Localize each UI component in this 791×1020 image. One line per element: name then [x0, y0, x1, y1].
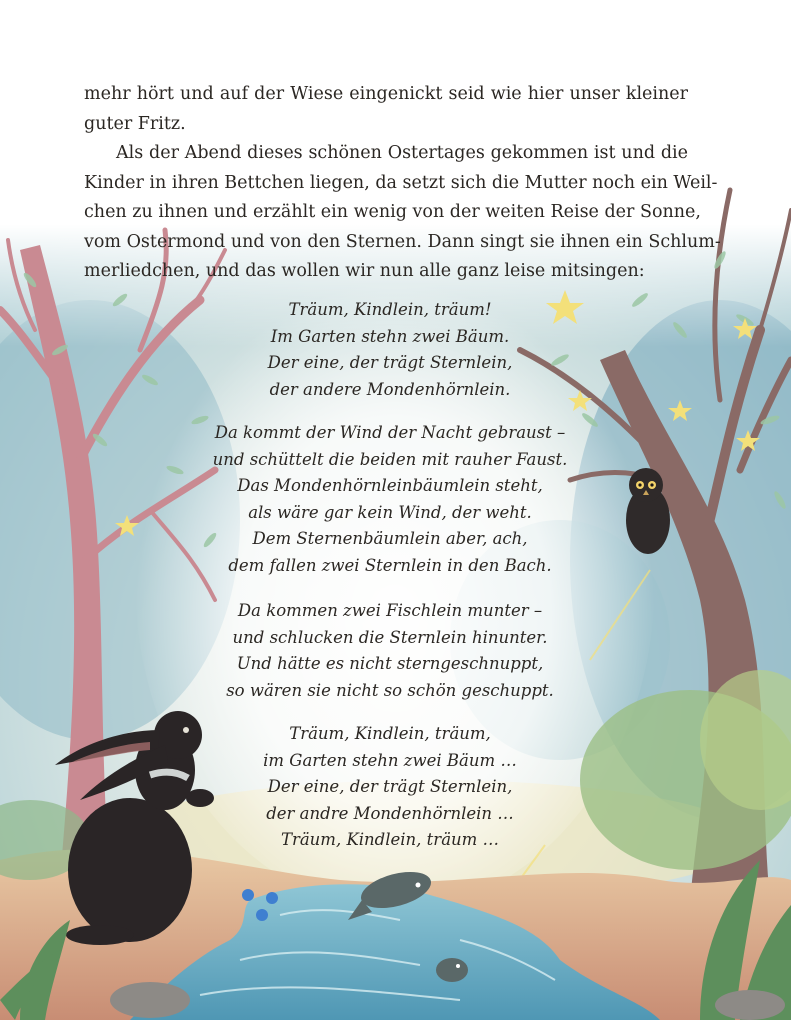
lullaby-poem-stanza-3 [150, 598, 630, 704]
prose-line: guter Fritz. [84, 113, 186, 134]
poem-line: Dem Sternenbäumlein aber, ach, [252, 529, 528, 548]
paragraph-2 [84, 139, 721, 287]
prose-line: mehr hört und auf der Wiese eingenickt seid wie hier unser kleiner [84, 84, 688, 104]
poem-stanza-3 [150, 598, 630, 704]
prose-line: chen zu ihnen und erzählt ein wenig von der weiten Reise der Sonne, [84, 202, 701, 222]
poem-line: so wären sie nicht so schön geschuppt. [226, 680, 554, 700]
prose-line: merliedchen, und das wollen wir nun alle ganz leise mitsingen: [84, 261, 645, 281]
paragraph-1 [84, 80, 688, 139]
lullaby-poem-stanza-2 [150, 420, 630, 579]
poem-line: als wäre gar kein Wind, der weht. [248, 502, 532, 522]
poem-line: Da kommt der Wind der Nacht gebraust – [214, 423, 566, 442]
poem-line: Da kommen zwei Fischlein munter – [237, 601, 543, 620]
poem-stanza-4 [150, 721, 630, 854]
poem-line: Und hätte es nicht sterngeschnuppt, [236, 654, 544, 673]
poem-line: dem fallen zwei Sternlein in den Bach. [228, 555, 552, 575]
poem-stanza-1 [150, 297, 630, 403]
poem-line: der andere Mondenhörnlein. [269, 379, 511, 399]
lullaby-poem-stanza-4 [150, 721, 630, 854]
poem-line: Träum, Kindlein, träum! [288, 300, 492, 319]
prose-block [84, 80, 721, 287]
poem-line: Träum, Kindlein, träum … [280, 830, 500, 849]
poem-line: im Garten stehn zwei Bäum … [263, 750, 517, 770]
prose-line: Als der Abend dieses schönen Ostertages gekommen ist und die [116, 143, 688, 163]
poem-line: Der eine, der trägt Sternlein, [267, 353, 513, 372]
poem-stanza-2 [150, 420, 630, 579]
poem-line: der andre Mondenhörnlein … [266, 803, 514, 823]
poem-line: und schüttelt die beiden mit rauher Faust. [212, 449, 568, 469]
prose-line: Kinder in ihren Bettchen liegen, da setzt sich die Mutter noch ein Weil- [84, 172, 718, 193]
poem-line: Der eine, der trägt Sternlein, [267, 777, 513, 796]
poem-line: Das Mondenhörnleinbäumlein steht, [237, 476, 543, 495]
poem-line: Träum, Kindlein, träum, [289, 724, 491, 743]
lullaby-poem [150, 297, 630, 403]
prose-line: vom Ostermond und von den Sternen. Dann singt sie ihnen ein Schlum- [84, 231, 721, 252]
poem-line: und schlucken die Sternlein hinunter. [232, 627, 548, 647]
poem-line: Im Garten stehn zwei Bäum. [270, 326, 510, 346]
